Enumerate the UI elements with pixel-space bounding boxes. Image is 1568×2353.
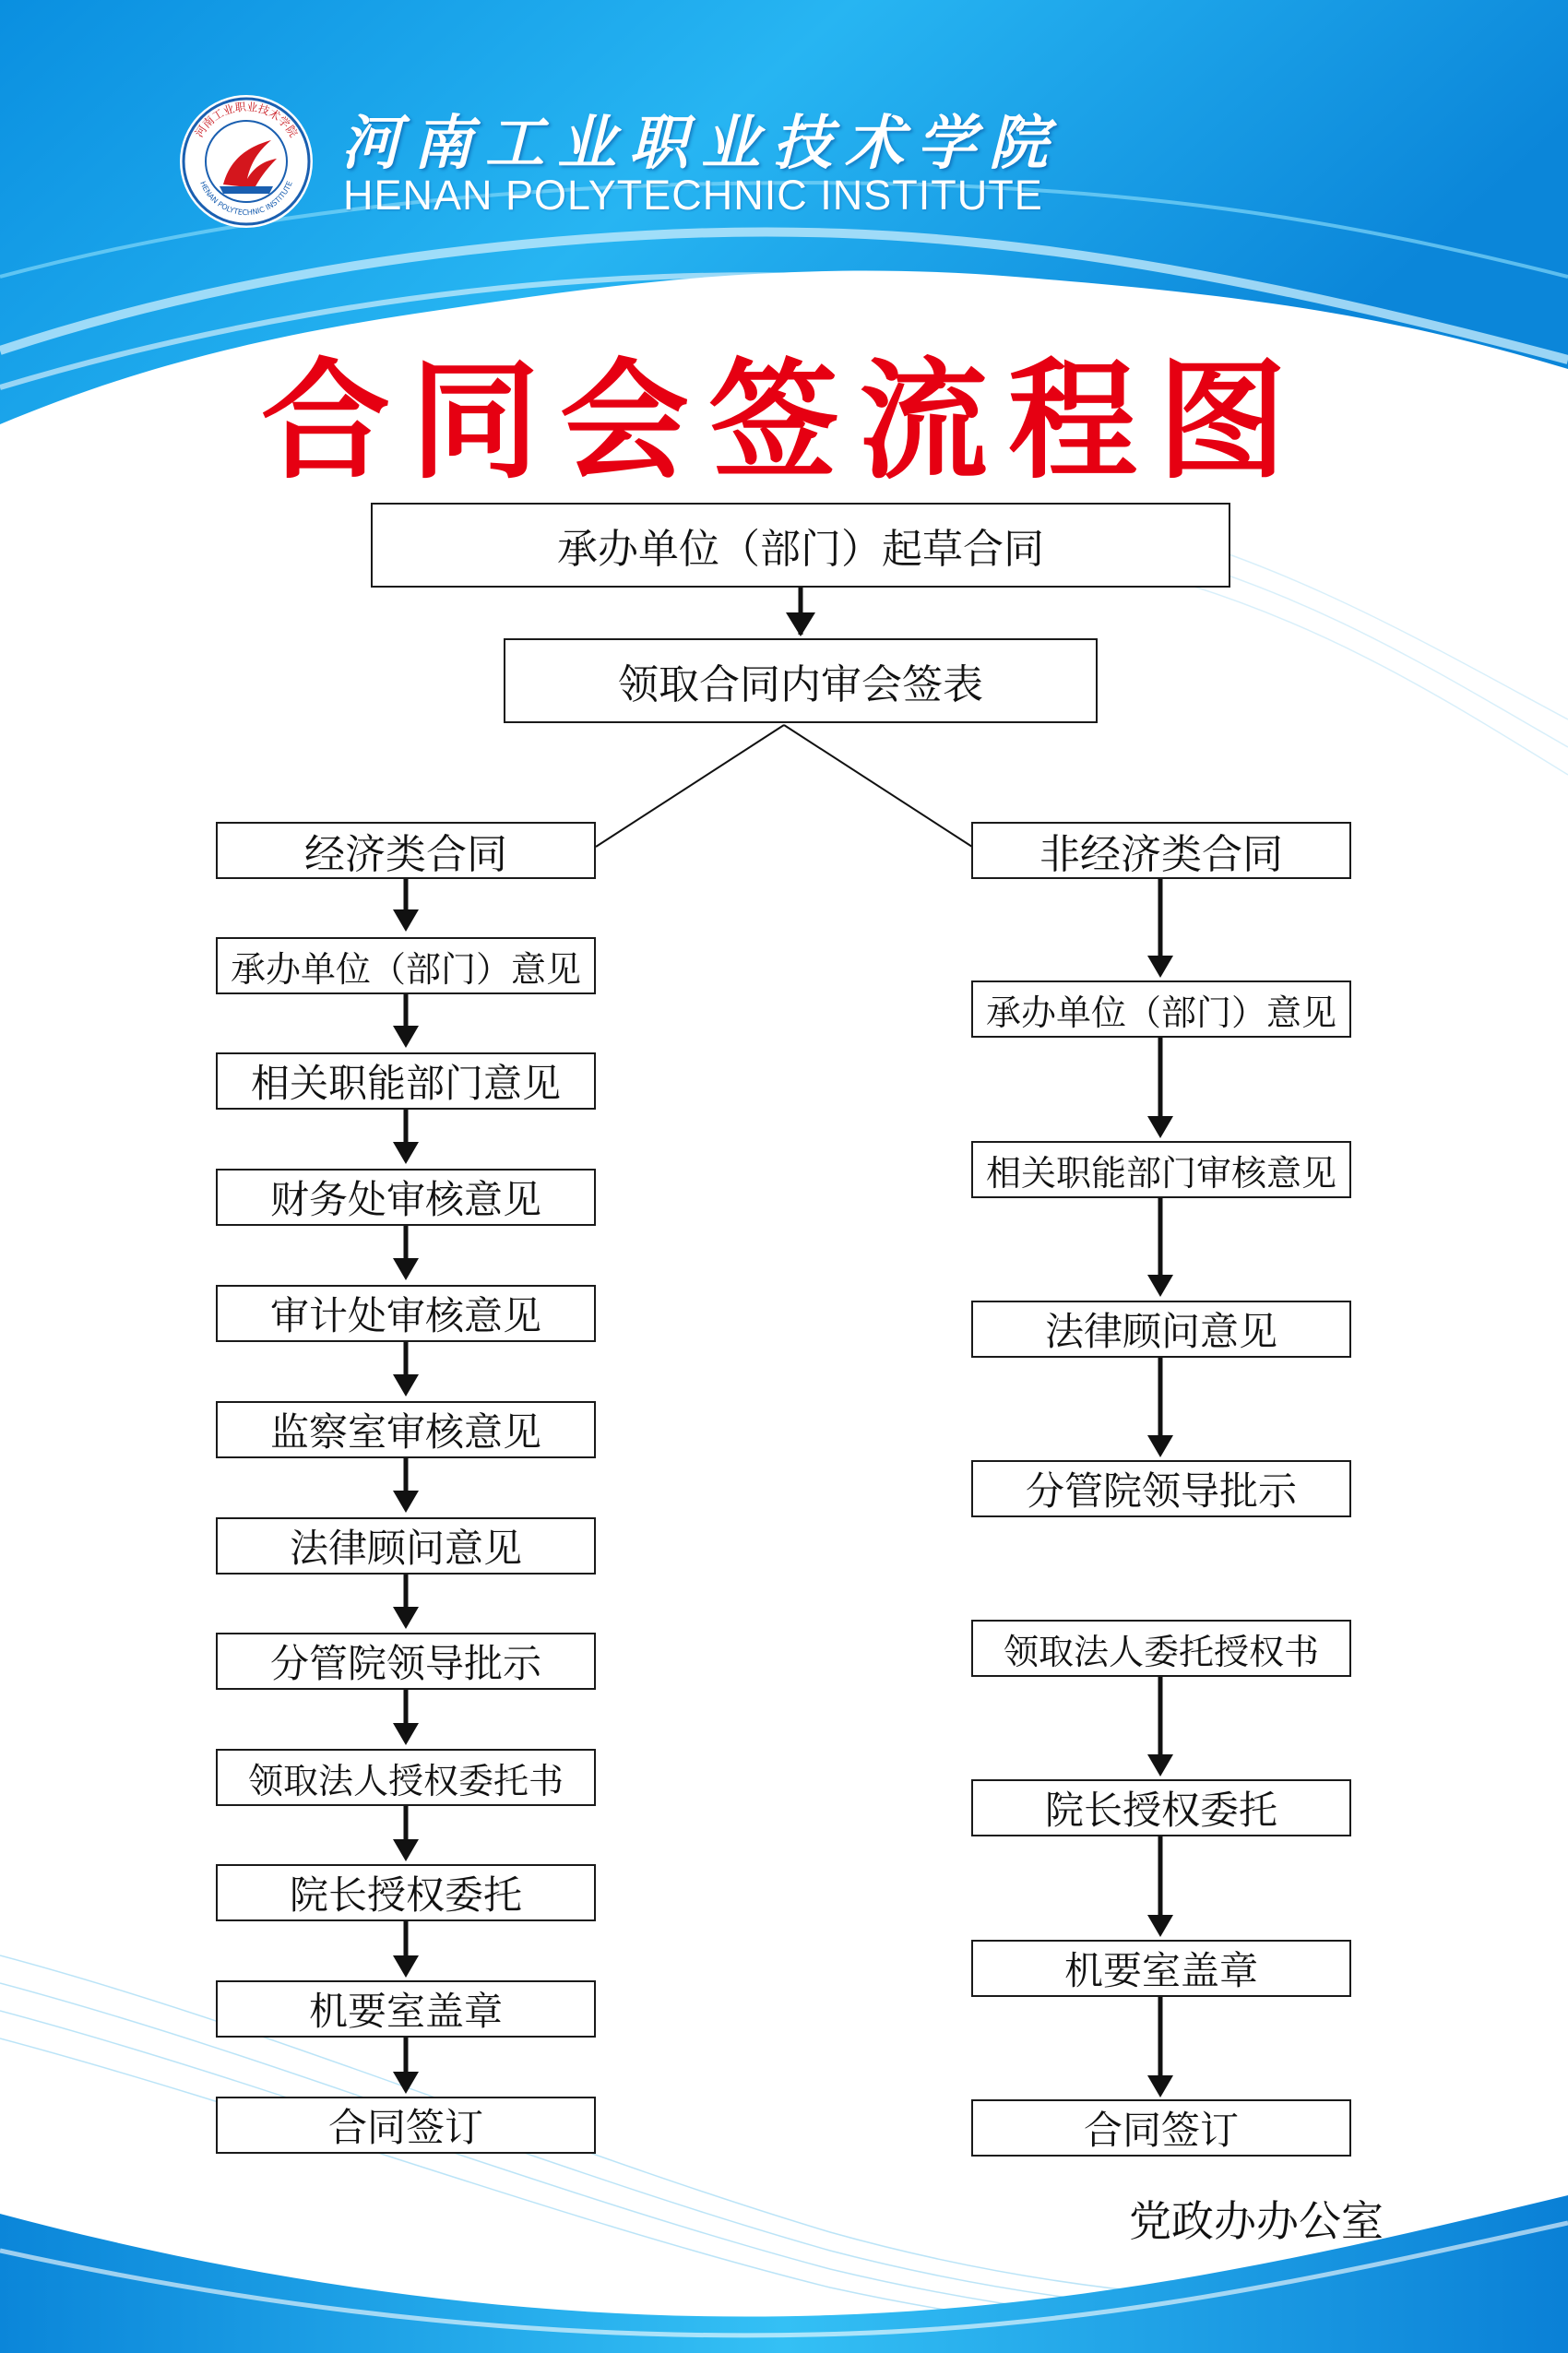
box-non-economic-heading: 非经济类合同 xyxy=(971,822,1351,879)
box-non-economic-step: 机要室盖章 xyxy=(971,1940,1351,1997)
box-economic-step: 相关职能部门意见 xyxy=(216,1052,596,1110)
box-economic-step: 合同签订 xyxy=(216,2097,596,2154)
box-non-economic-step: 相关职能部门审核意见 xyxy=(971,1141,1351,1198)
box-non-economic-step: 领取法人委托授权书 xyxy=(971,1620,1351,1677)
box-economic-step: 法律顾问意见 xyxy=(216,1517,596,1575)
box-economic-step: 院长授权委托 xyxy=(216,1864,596,1921)
svg-text:HENAN POLYTECHNIC INSTITUTE: HENAN POLYTECHNIC INSTITUTE xyxy=(198,180,294,218)
box-economic-step: 承办单位（部门）意见 xyxy=(216,937,596,994)
box-economic-step: 机要室盖章 xyxy=(216,1980,596,2038)
box-economic-step: 领取法人授权委托书 xyxy=(216,1749,596,1806)
box-non-economic-step: 分管院领导批示 xyxy=(971,1460,1351,1517)
branch-line-non-economic xyxy=(784,725,972,847)
footer-office: 党政办办公室 xyxy=(1129,2196,1384,2246)
box-economic-heading: 经济类合同 xyxy=(216,822,596,879)
box-draft-contract: 承办单位（部门）起草合同 xyxy=(371,503,1230,588)
box-economic-step: 财务处审核意见 xyxy=(216,1169,596,1226)
arrowhead xyxy=(786,612,815,636)
svg-text:河南工业职业技术学院: 河南工业职业技术学院 xyxy=(192,100,301,140)
school-name-chinese: 河南工业职业技术学院 xyxy=(341,109,1061,178)
page-title: 合同会签流程图 xyxy=(260,347,1307,497)
box-get-review-form: 领取合同内审会签表 xyxy=(504,638,1098,723)
box-non-economic-step: 法律顾问意见 xyxy=(971,1301,1351,1358)
branch-line-economic xyxy=(596,725,784,847)
school-name-english: HENAN POLYTECHNIC INSTITUTE xyxy=(343,172,1043,219)
box-economic-step: 分管院领导批示 xyxy=(216,1633,596,1690)
box-economic-step: 审计处审核意见 xyxy=(216,1285,596,1342)
box-non-economic-step: 院长授权委托 xyxy=(971,1779,1351,1836)
box-economic-step: 监察室审核意见 xyxy=(216,1401,596,1458)
box-non-economic-step: 承办单位（部门）意见 xyxy=(971,980,1351,1038)
box-non-economic-step: 合同签订 xyxy=(971,2099,1351,2157)
